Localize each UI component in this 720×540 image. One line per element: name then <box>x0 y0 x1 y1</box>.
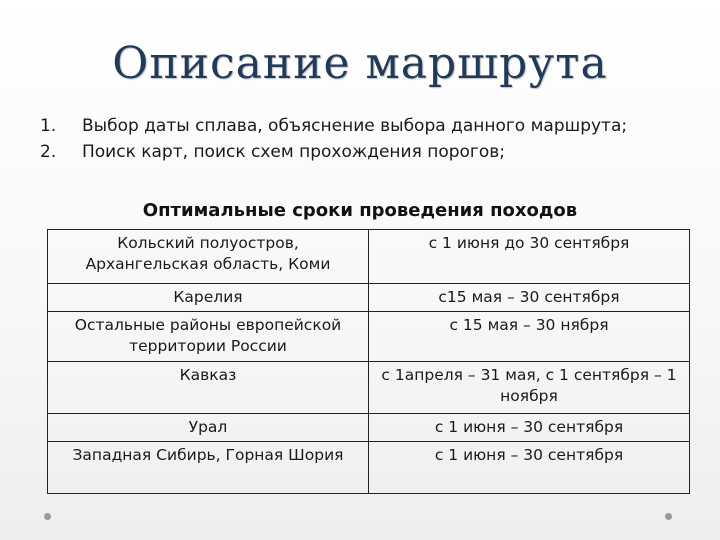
region-cell: Урал <box>48 414 369 442</box>
table-row <box>48 312 690 362</box>
period-cell: с 1 июня – 30 сентября <box>369 442 690 494</box>
table-row <box>48 362 690 414</box>
list-item <box>40 140 680 164</box>
list-item-text: Выбор даты сплава, объяснение выбора данного маршрута; <box>82 116 628 136</box>
period-cell: с 15 мая – 30 нября <box>369 312 690 362</box>
period-cell: с15 мая – 30 сентября <box>369 284 690 312</box>
region-cell: Карелия <box>48 284 369 312</box>
region-cell: Остальные районы европейской территории России <box>48 312 369 362</box>
table-row <box>48 414 690 442</box>
period-cell: с 1 июня – 30 сентября <box>369 414 690 442</box>
period-cell: с 1 июня до 30 сентября <box>369 230 690 284</box>
list-item-number: 1. <box>40 116 57 136</box>
region-cell: Кольский полуостров, Архангельская область, Коми <box>48 230 369 284</box>
list-item <box>40 114 680 138</box>
slide-title: Описание маршрута <box>112 38 608 89</box>
table-row <box>48 230 690 284</box>
table-row <box>48 442 690 494</box>
table-caption: Оптимальные сроки проведения походов <box>142 200 578 221</box>
seasons-table <box>47 229 690 494</box>
numbered-list <box>40 114 680 166</box>
table-row <box>48 284 690 312</box>
region-cell: Кавказ <box>48 362 369 414</box>
list-item-number: 2. <box>40 142 57 162</box>
decorative-dot <box>665 513 672 520</box>
period-cell: с 1апреля – 31 мая, с 1 сентября – 1 ноября <box>369 362 690 414</box>
region-cell: Западная Сибирь, Горная Шория <box>48 442 369 494</box>
list-item-text: Поиск карт, поиск схем прохождения порогов; <box>82 142 505 162</box>
decorative-dot <box>44 513 51 520</box>
